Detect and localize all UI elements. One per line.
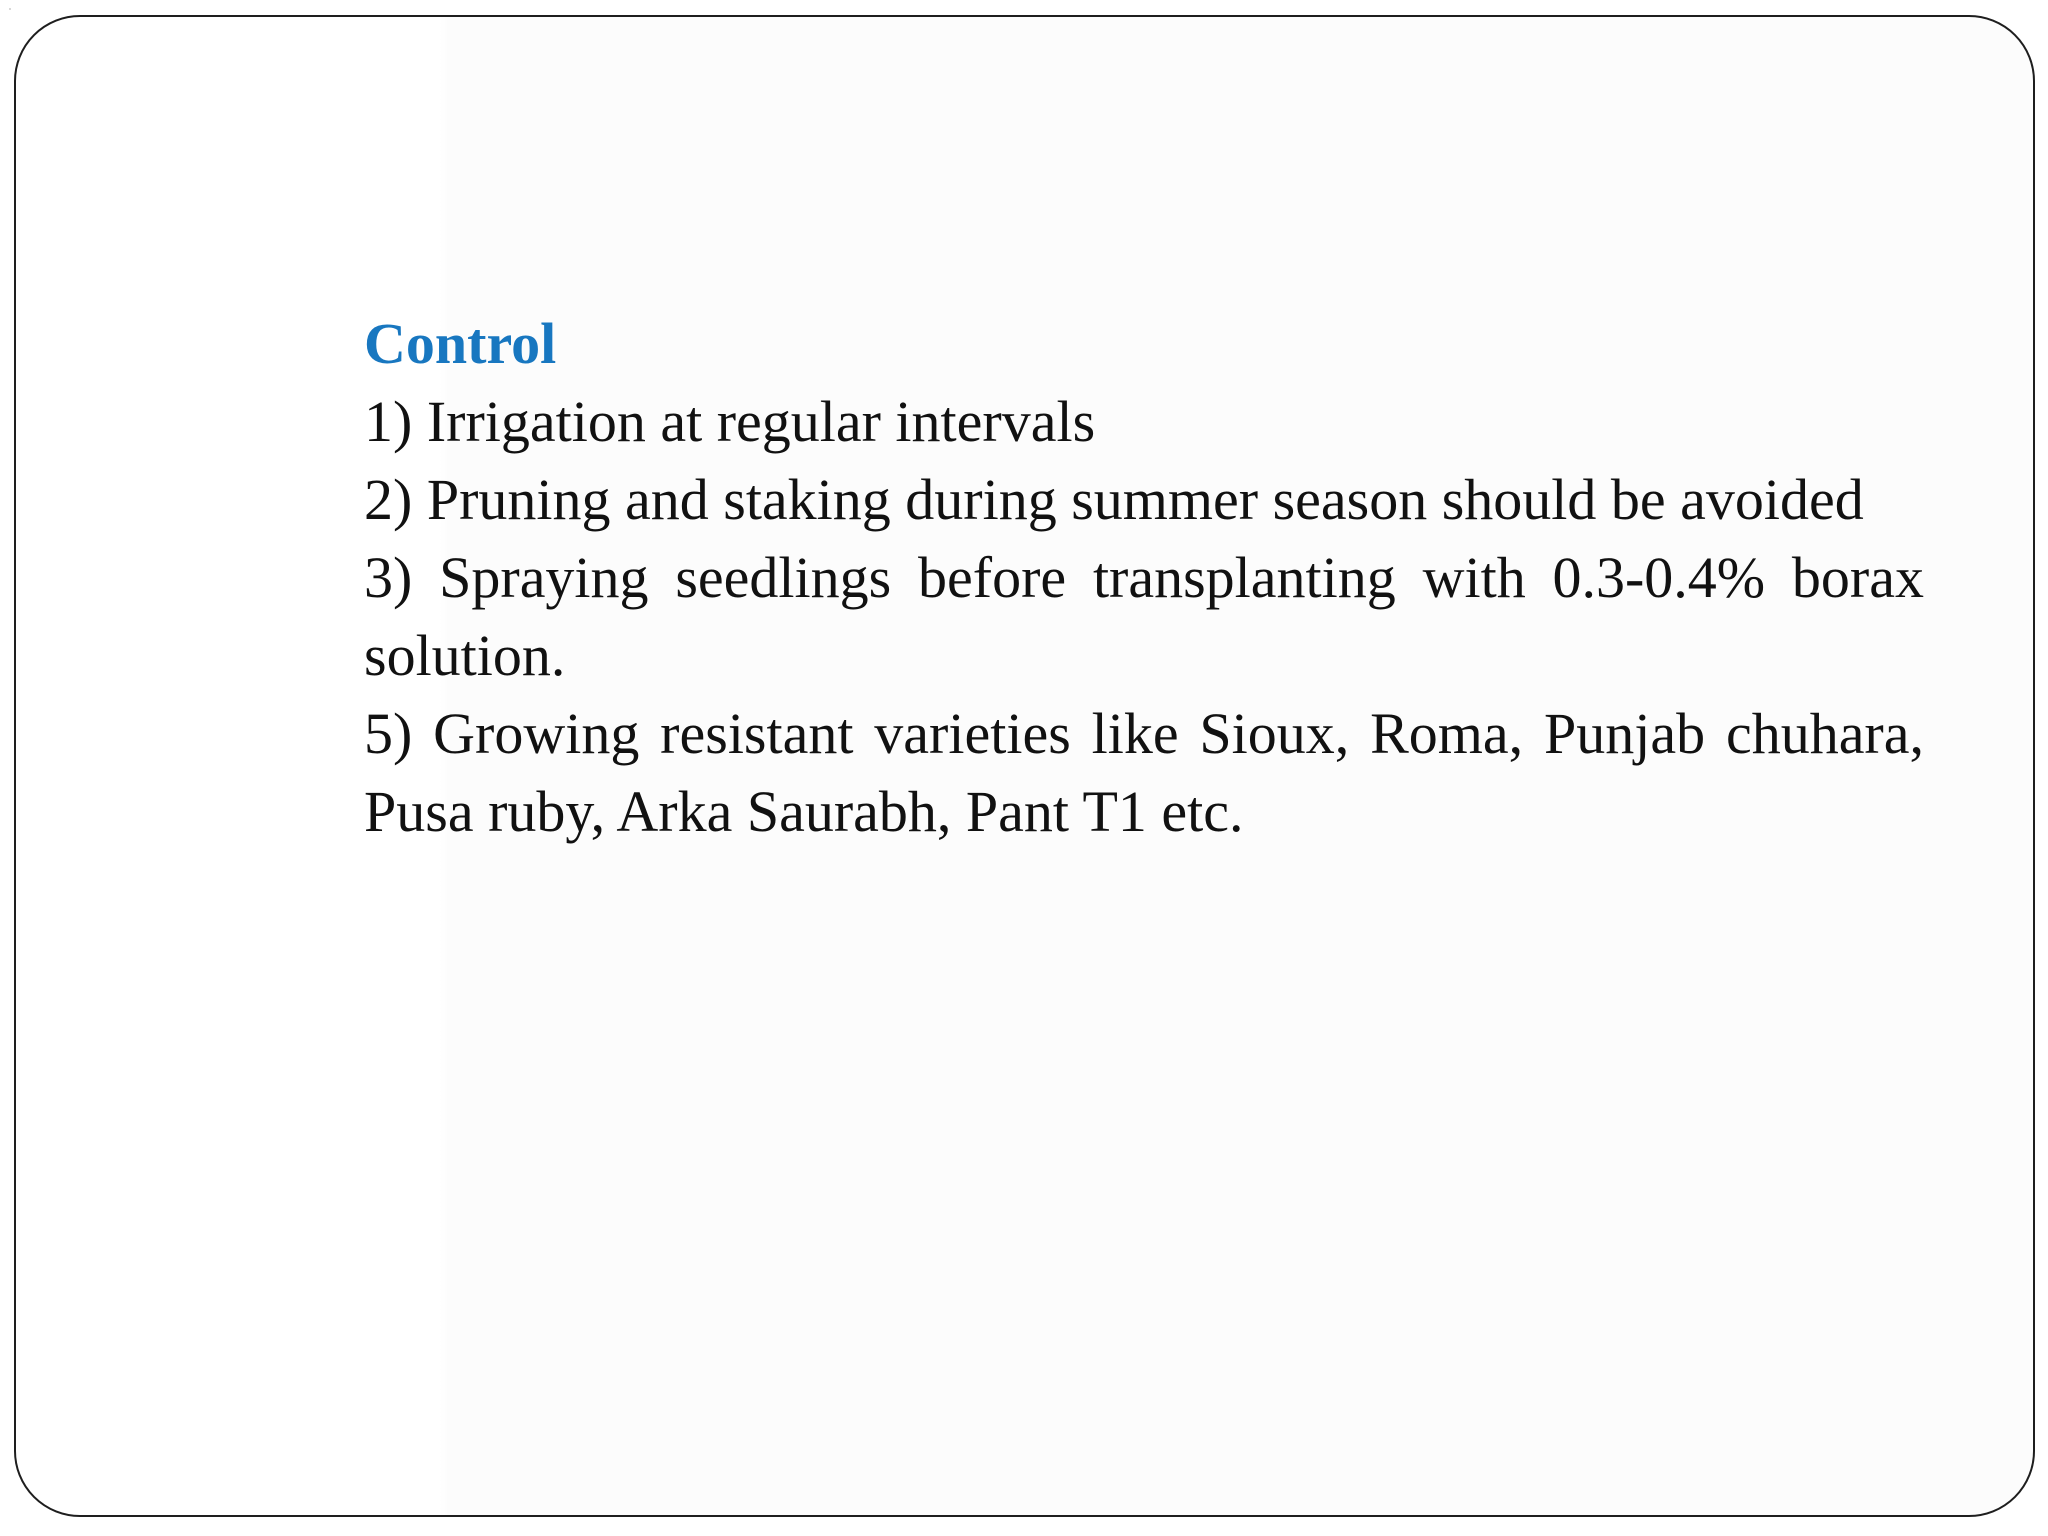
list-item-4: 5) Growing resistant varieties like Sioux, Roma, Punjab chuhara, Pusa ruby, Arka Saurabh, Pant T1 etc. xyxy=(364,701,1924,844)
list-item-2: 2) Pruning and staking during summer season should be avoided xyxy=(364,467,1864,532)
slide-title: Control xyxy=(364,311,557,376)
list-item-1: 1) Irrigation at regular intervals xyxy=(364,389,1096,454)
slide-content xyxy=(364,305,1924,851)
corner-dot xyxy=(9,8,11,10)
list-item-3: 3) Spraying seedlings before transplanting with 0.3-0.4% borax solution. xyxy=(364,545,1924,688)
